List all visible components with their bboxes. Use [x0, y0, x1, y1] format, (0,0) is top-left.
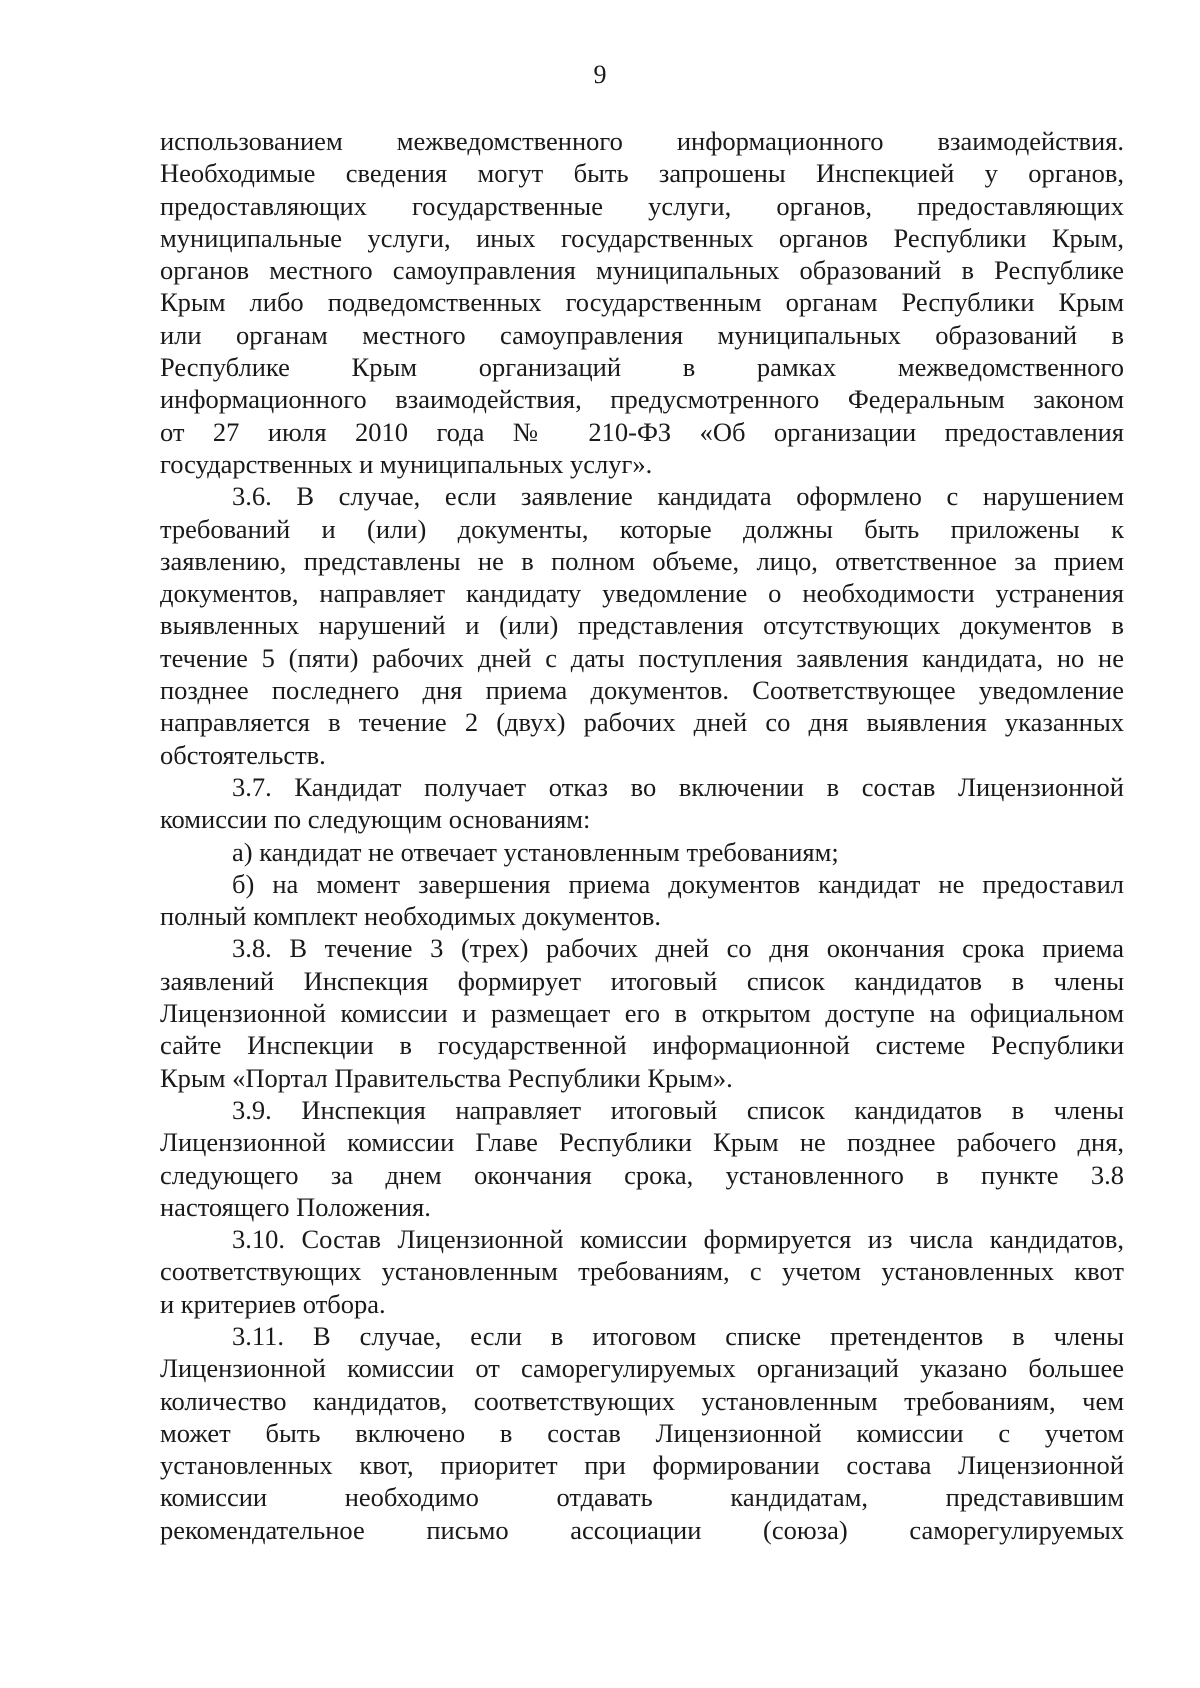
text-line: заявлению, представлены не в полном объеме, лицо, ответственное за прием [160, 545, 1124, 576]
text-line: 3.8. В течение 3 (трех) рабочих дней со дня окончания срока приема [232, 933, 1124, 964]
text-line: комиссии по следующим основаниям: [160, 804, 591, 835]
text-line: обстоятельств. [160, 739, 326, 770]
text-line: течение 5 (пяти) рабочих дней с даты поступления заявления кандидата, но не [160, 642, 1124, 673]
text-line: муниципальные услуги, иных государственных органов Республики Крым, [160, 222, 1124, 253]
text-line: Лицензионной комиссии и размещает его в открытом доступе на официальном [160, 998, 1124, 1029]
text-line: использованием межведомственного информационного взаимодействия. [160, 126, 1124, 156]
text-line: 3.6. В случае, если заявление кандидата оформлено с нарушением [232, 481, 1124, 512]
text-line: предоставляющих государственные услуги, органов, предоставляющих [160, 190, 1124, 221]
text-line: следующего за днем окончания срока, установленного в пункте 3.8 [160, 1159, 1124, 1190]
text-line: 3.7. Кандидат получает отказ во включении в состав Лицензионной [232, 771, 1124, 802]
text-line: полный комплект необходимых документов. [160, 901, 662, 932]
page-number: 9 [593, 60, 607, 89]
text-line: документов, направляет кандидату уведомление о необходимости устранения [160, 578, 1124, 609]
document-body [160, 125, 1124, 1546]
text-line: от 27 июля 2010 года № 210-ФЗ «Об организации предоставления [160, 416, 1124, 447]
text-line: Лицензионной комиссии от саморегулируемых организаций указано большее [160, 1353, 1124, 1384]
text-line: установленных квот, приоритет при формировании состава Лицензионной [160, 1450, 1124, 1481]
text-line: направляется в течение 2 (двух) рабочих дней со дня выявления указанных [160, 707, 1124, 738]
text-line: Крым либо подведомственных государственным органам Республики Крым [160, 287, 1124, 318]
text-line: б) на момент завершения приема документов кандидат не предоставил [232, 868, 1124, 899]
text-line: или органам местного самоуправления муниципальных образований в [160, 319, 1124, 350]
text-line: требований и (или) документы, которые должны быть приложены к [160, 513, 1124, 544]
text-line: Необходимые сведения могут быть запрошены Инспекцией у органов, [160, 158, 1124, 189]
text-line: 3.9. Инспекция направляет итоговый список кандидатов в члены [232, 1094, 1124, 1125]
text-line: выявленных нарушений и (или) представления отсутствующих документов в [160, 610, 1124, 641]
text-line: Республике Крым организаций в рамках межведомственного [160, 352, 1124, 383]
text-line: органов местного самоуправления муниципальных образований в Республике [160, 255, 1124, 286]
text-line: заявлений Инспекция формирует итоговый список кандидатов в члены [160, 965, 1124, 996]
text-line: и критериев отбора. [160, 1288, 386, 1319]
text-line: комиссии необходимо отдавать кандидатам, представившим [160, 1482, 1124, 1513]
text-line: позднее последнего дня приема документов. Соответствующее уведомление [160, 675, 1124, 706]
text-line: рекомендательное письмо ассоциации (союза) саморегулируемых [160, 1514, 1124, 1545]
text-line: может быть включено в состав Лицензионной комиссии с учетом [160, 1417, 1124, 1448]
text-line: Лицензионной комиссии Главе Республики Крым не позднее рабочего дня, [160, 1127, 1124, 1158]
text-line: информационного взаимодействия, предусмотренного Федеральным законом [160, 384, 1124, 415]
text-line: сайте Инспекции в государственной информационной системе Республики [160, 1030, 1124, 1061]
text-line: соответствующих установленным требованиям, с учетом установленных квот [160, 1256, 1124, 1287]
text-line: Крым «Портал Правительства Республики Крым». [160, 1062, 733, 1093]
text-line: 3.11. В случае, если в итоговом списке претендентов в члены [232, 1320, 1124, 1351]
text-line: государственных и муниципальных услуг». [160, 448, 653, 479]
text-line: а) кандидат не отвечает установленным требованиям; [232, 836, 839, 867]
text-line: количество кандидатов, соответствующих установленным требованиям, чем [160, 1385, 1124, 1416]
text-line: настоящего Положения. [160, 1191, 431, 1222]
text-line: 3.10. Состав Лицензионной комиссии формируется из числа кандидатов, [232, 1224, 1124, 1255]
